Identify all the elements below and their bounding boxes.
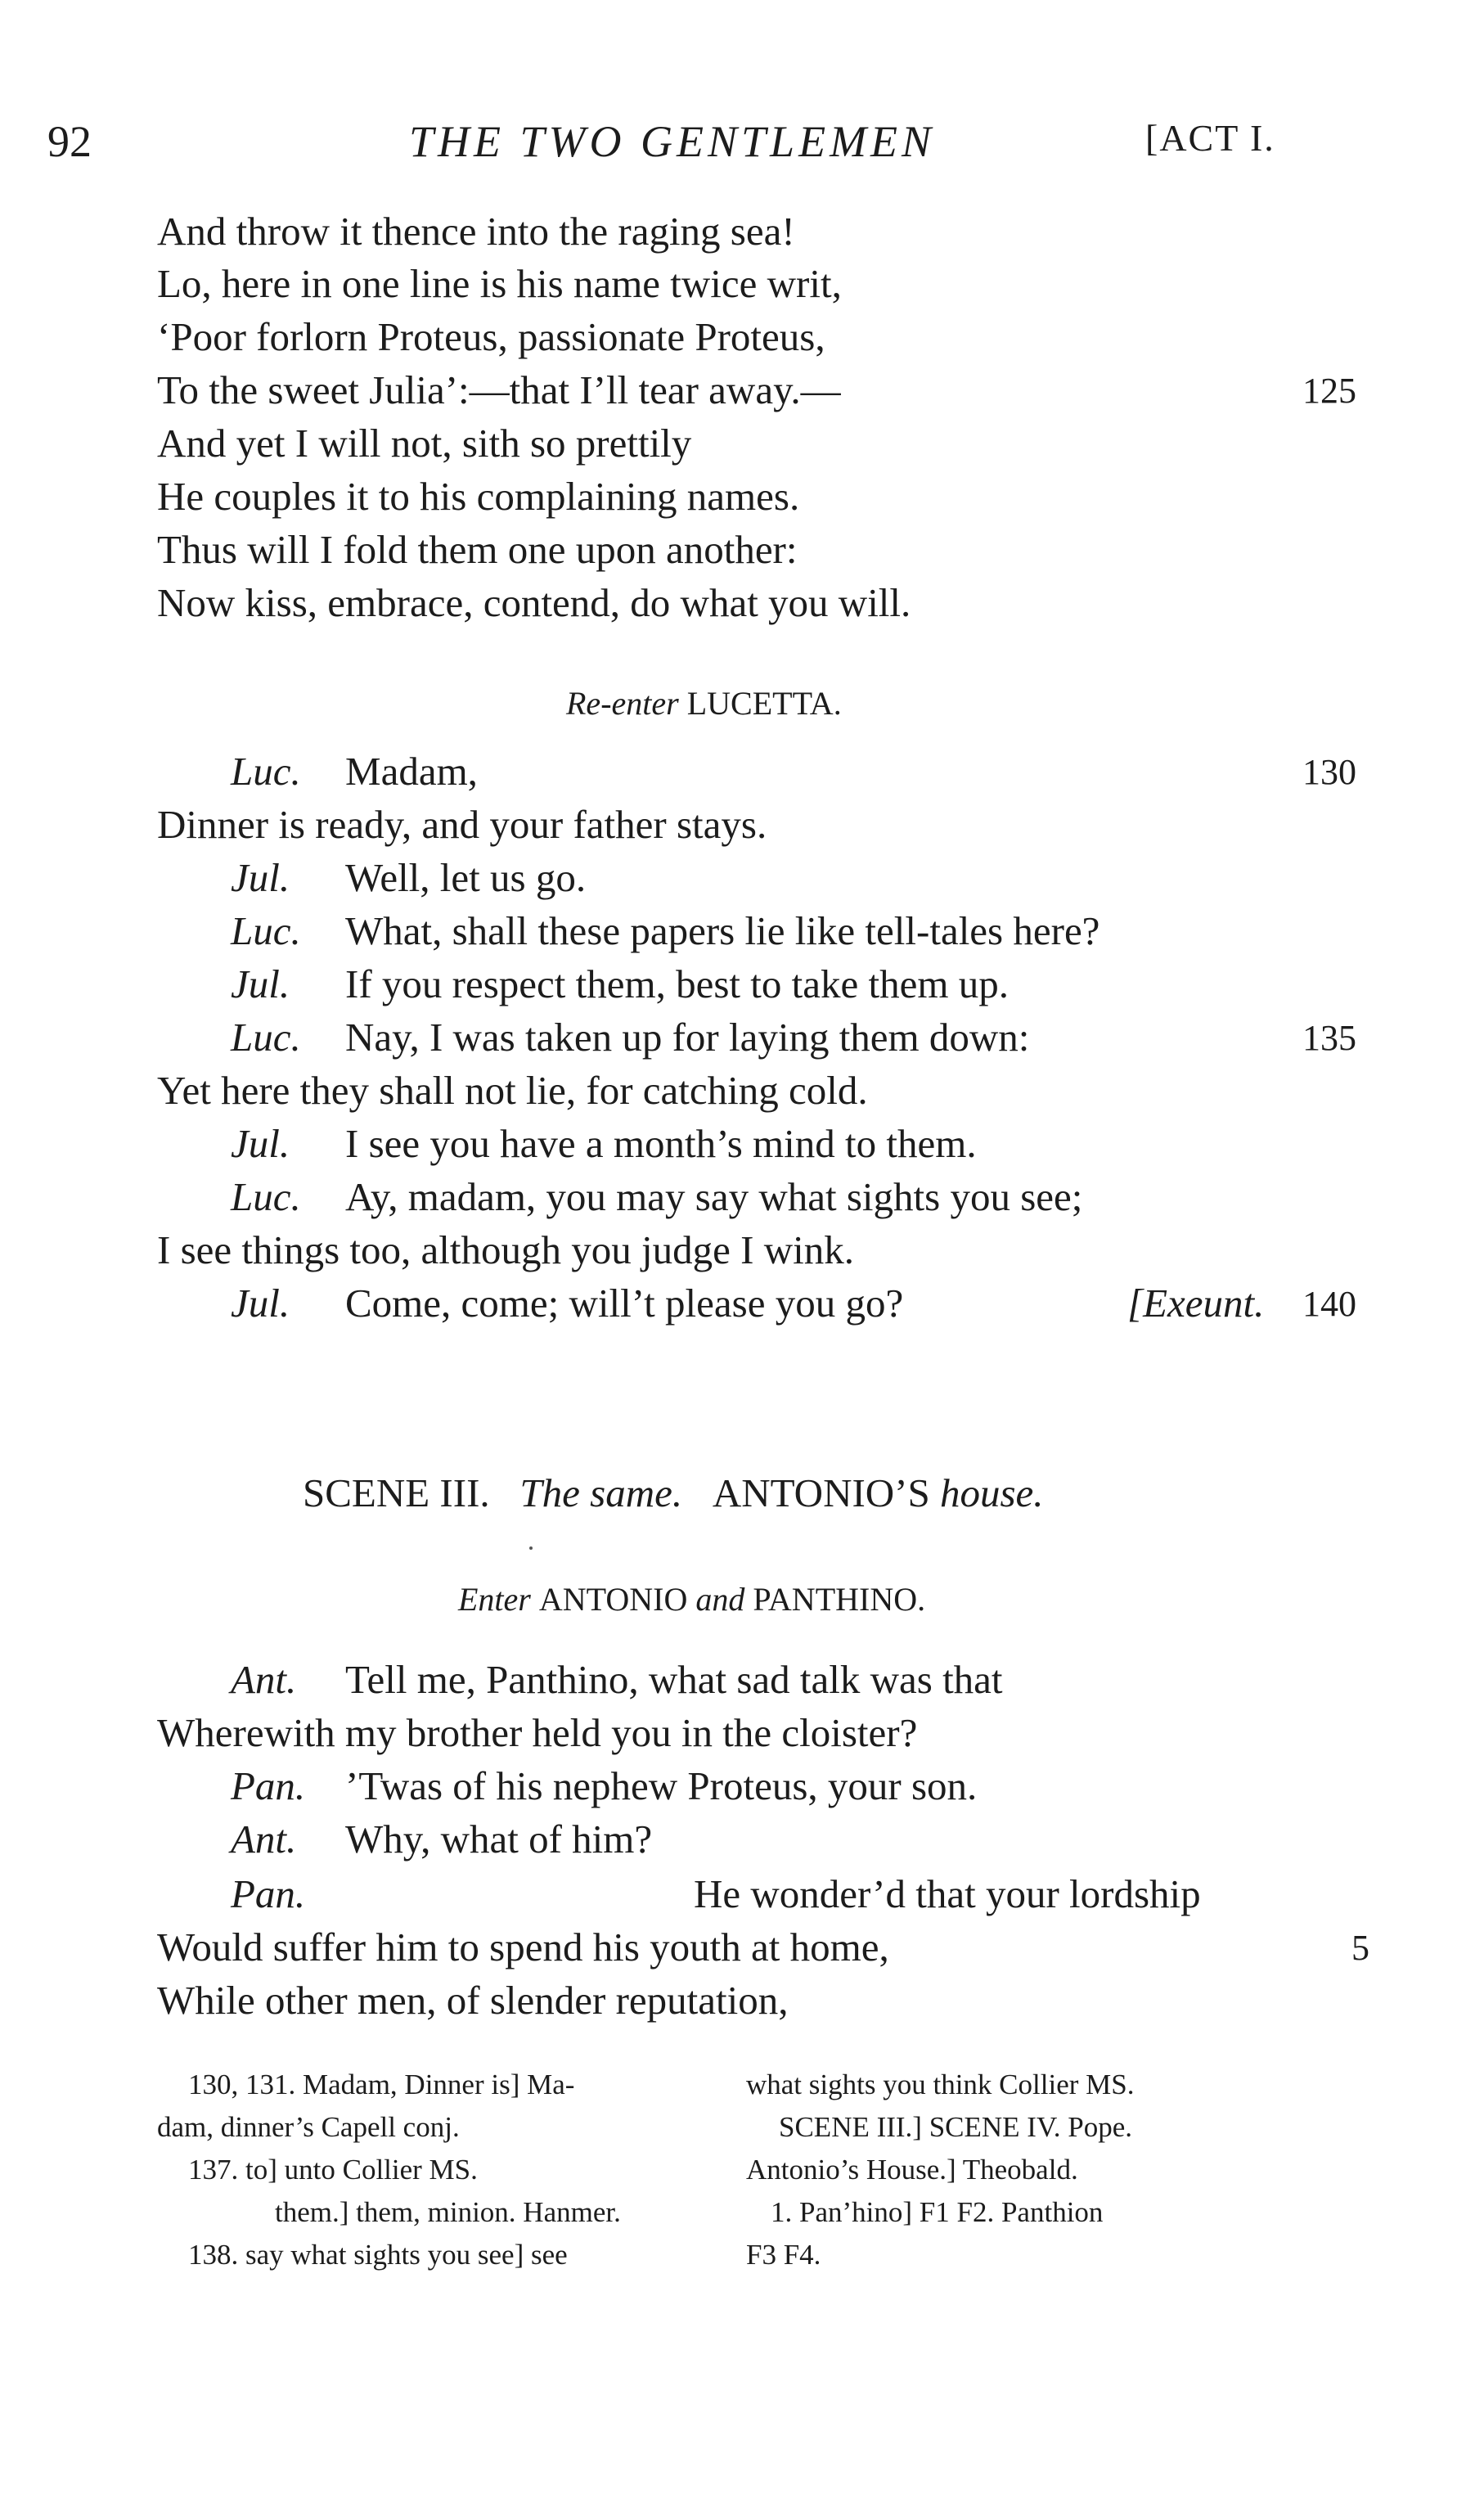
dialogue-line: I see things too, although you judge I wink. (157, 1227, 854, 1272)
line-number: 135 (1302, 1018, 1356, 1058)
speaker: Luc. (231, 749, 301, 794)
line-number: 125 (1302, 371, 1356, 411)
speech-text: If you respect them, best to take them up. (345, 961, 1009, 1006)
speaker: Ant. (231, 1657, 297, 1702)
dialogue-line (231, 1871, 345, 1916)
dialogue-line (231, 1816, 653, 1861)
speaker: Luc. (231, 1174, 301, 1219)
scene-heading (303, 1470, 1044, 1515)
dialogue-line (231, 1123, 977, 1164)
footnote-line: 137. to] unto Collier MS. (188, 2154, 478, 2186)
dialogue-line: While other men, of slender reputation, (157, 1978, 789, 2023)
page-number: 92 (47, 117, 92, 166)
footnote-line: SCENE III.] SCENE IV. Pope. (779, 2111, 1132, 2143)
line-number: 140 (1302, 1284, 1356, 1324)
dialogue-line (231, 1763, 978, 1808)
footnote-line: 130, 131. Madam, Dinner is] Ma- (188, 2069, 575, 2100)
speech-text: ’Twas of his nephew Proteus, your son. (345, 1763, 978, 1808)
speech-text: He wonder’d that your lordship (694, 1871, 1201, 1916)
dialogue-line: Dinner is ready, and your father stays. (157, 802, 767, 847)
footnote-line: F3 F4. (746, 2239, 821, 2271)
dialogue-line (231, 1657, 1003, 1702)
dialogue-line (231, 961, 1009, 1006)
dialogue-line (231, 855, 587, 900)
speech-text: Tell me, Panthino, what sad talk was that (345, 1657, 1003, 1702)
footnote-line: Antonio’s House.] Theobald. (746, 2154, 1078, 2186)
scene-owner: ANTONIO’S (712, 1470, 930, 1515)
speech-text: Nay, I was taken up for laying them down: (345, 1015, 1030, 1060)
verse-line: To the sweet Julia’:—that I’ll tear away.— (157, 367, 841, 412)
stage-direction-reenter (566, 687, 842, 720)
reenter-name: LUCETTA. (686, 685, 842, 722)
speech-text: Well, let us go. (345, 855, 587, 900)
stage-direction-enter (458, 1583, 925, 1616)
dialogue-line: Yet here they shall not lie, for catching cold. (157, 1068, 868, 1113)
enter-name-1: ANTONIO (538, 1581, 688, 1618)
scene-house: house. (939, 1470, 1044, 1515)
speaker: Luc. (231, 908, 301, 953)
speech-text: Why, what of him? (345, 1816, 653, 1861)
line-number: 130 (1302, 752, 1356, 792)
ornament-dot (529, 1546, 533, 1550)
line-number: 5 (1351, 1928, 1369, 1968)
verse-line: And yet I will not, sith so prettily (157, 421, 692, 466)
verse-line: And throw it thence into the raging sea! (157, 209, 795, 254)
speech-text: What, shall these papers lie like tell-tales here? (345, 908, 1100, 953)
exeunt-direction: [Exeunt. (1127, 1281, 1265, 1326)
enter-word: Enter (458, 1581, 531, 1618)
speaker: Jul. (231, 961, 290, 1006)
speech-text: Madam, (345, 749, 478, 794)
running-title: THE TWO GENTLEMEN (409, 117, 936, 166)
dialogue-line (231, 1281, 904, 1326)
footnote-line: what sights you think Collier MS. (746, 2069, 1135, 2100)
verse-line: ‘Poor forlorn Proteus, passionate Proteus, (157, 314, 825, 359)
verse-line: Lo, here in one line is his name twice writ, (157, 261, 842, 306)
dialogue-line (231, 749, 478, 794)
footnote-line: 138. say what sights you see] see (188, 2239, 568, 2271)
verse-line: Now kiss, embrace, contend, do what you will. (157, 580, 911, 625)
scene-label: SCENE III. (303, 1470, 490, 1515)
footnote-line: dam, dinner’s Capell conj. (157, 2111, 460, 2143)
enter-and: and (695, 1581, 745, 1618)
dialogue-line (231, 1015, 1030, 1060)
speaker: Ant. (231, 1816, 297, 1861)
scene-place: The same. (519, 1470, 683, 1515)
speaker: Jul. (231, 855, 290, 900)
verse-line: He couples it to his complaining names. (157, 474, 800, 519)
running-act: [ACT I. (1145, 117, 1275, 159)
footnote-line: 1. Pan’hino] F1 F2. Panthion (771, 2196, 1104, 2228)
verse-line: Thus will I fold them one upon another: (157, 527, 798, 572)
dialogue-line (231, 1174, 1083, 1219)
speaker: Pan. (231, 1763, 306, 1808)
footnote-line: them.] them, minion. Hanmer. (275, 2196, 621, 2228)
dialogue-line: Would suffer him to spend his youth at home, (157, 1925, 889, 1970)
reenter-word: Re-enter (566, 685, 679, 722)
dialogue-line: Wherewith my brother held you in the cloister? (157, 1710, 918, 1755)
speech-text: Come, come; will’t please you go? (345, 1281, 904, 1326)
enter-name-2: PANTHINO. (753, 1581, 926, 1618)
speaker: Jul. (231, 1121, 290, 1166)
dialogue-line (231, 908, 1100, 953)
speaker: Jul. (231, 1281, 290, 1326)
speaker: Luc. (231, 1015, 301, 1060)
speaker: Pan. (231, 1871, 306, 1916)
speech-text: Ay, madam, you may say what sights you see; (345, 1174, 1083, 1219)
speech-text: I see you have a month’s mind to them. (345, 1121, 977, 1166)
